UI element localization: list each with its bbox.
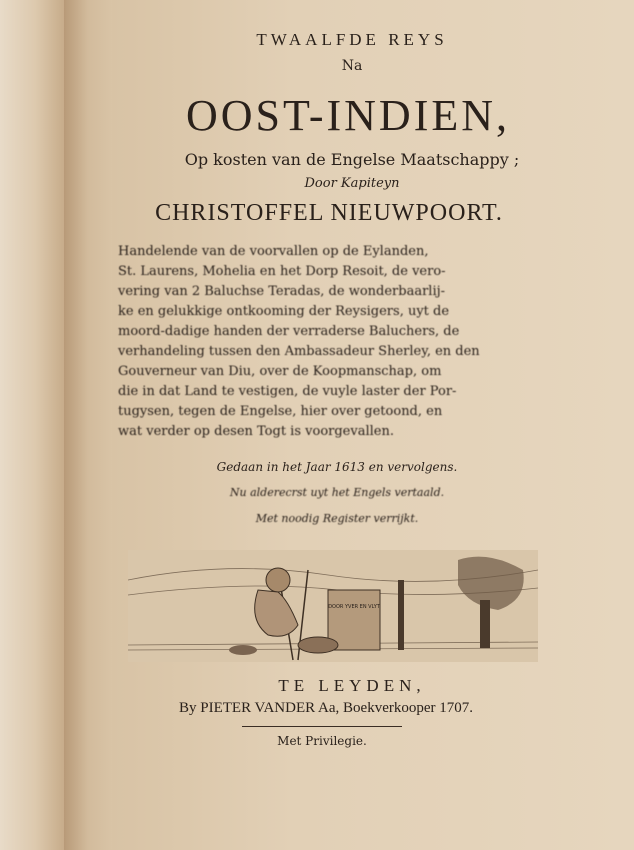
description-line: wat verder op desen Togt is voorgevallen. bbox=[118, 424, 394, 439]
author-name: CHRISTOFFEL NIEUWPOORT. bbox=[155, 200, 503, 226]
description-line: tugysen, tegen de Engelse, hier over getoond, en bbox=[118, 404, 443, 419]
place-of-publication: TE LEYDEN, bbox=[278, 676, 426, 695]
register-note: Met noodig Register verrijkt. bbox=[255, 512, 419, 525]
author-prefix: Door Kapiteyn bbox=[304, 176, 400, 191]
subtitle: Op kosten van de Engelse Maatschappy ; bbox=[184, 150, 520, 169]
description-line: die in dat Land te vestigen, de vuyle laster der Por- bbox=[118, 384, 457, 399]
title-line-2: Na bbox=[341, 58, 363, 74]
title-page bbox=[112, 0, 634, 850]
title-line-1: TWAALFDE REYS bbox=[256, 30, 448, 49]
description-line: vering van 2 Baluchse Teradas, de wonderbaarlij- bbox=[118, 284, 446, 299]
date-line: Gedaan in het Jaar 1613 en vervolgens. bbox=[216, 460, 458, 474]
description-line: Handelende van de voorvallen op de Eylanden, bbox=[118, 244, 429, 259]
description-line: St. Laurens, Mohelia en het Dorp Resoit, de vero- bbox=[118, 264, 446, 279]
printer-vignette-engraving bbox=[128, 550, 538, 662]
description-line: moord-dadige handen der verraderse Baluchers, de bbox=[118, 324, 460, 339]
description-line: verhandeling tussen den Ambassadeur Sherley, en den bbox=[118, 344, 480, 359]
translation-note: Nu alderecrst uyt het Engels vertaald. bbox=[229, 486, 445, 499]
privilege-line: Met Privilegie. bbox=[277, 734, 367, 748]
vignette-sign: DOOR YVER EN VLYT bbox=[328, 604, 380, 610]
book-spine bbox=[0, 0, 64, 850]
publisher-line: By PIETER VANDER Aa, Boekverkooper 1707. bbox=[178, 700, 473, 716]
divider-rule bbox=[242, 726, 402, 727]
description-line: ke en gelukkige ontkooming der Reysigers, uyt de bbox=[118, 304, 450, 319]
description-line: Gouverneur van Diu, over de Koopmanschap, om bbox=[118, 364, 442, 379]
main-title: OOST-INDIEN, bbox=[185, 91, 511, 140]
description-paragraph bbox=[118, 242, 548, 442]
